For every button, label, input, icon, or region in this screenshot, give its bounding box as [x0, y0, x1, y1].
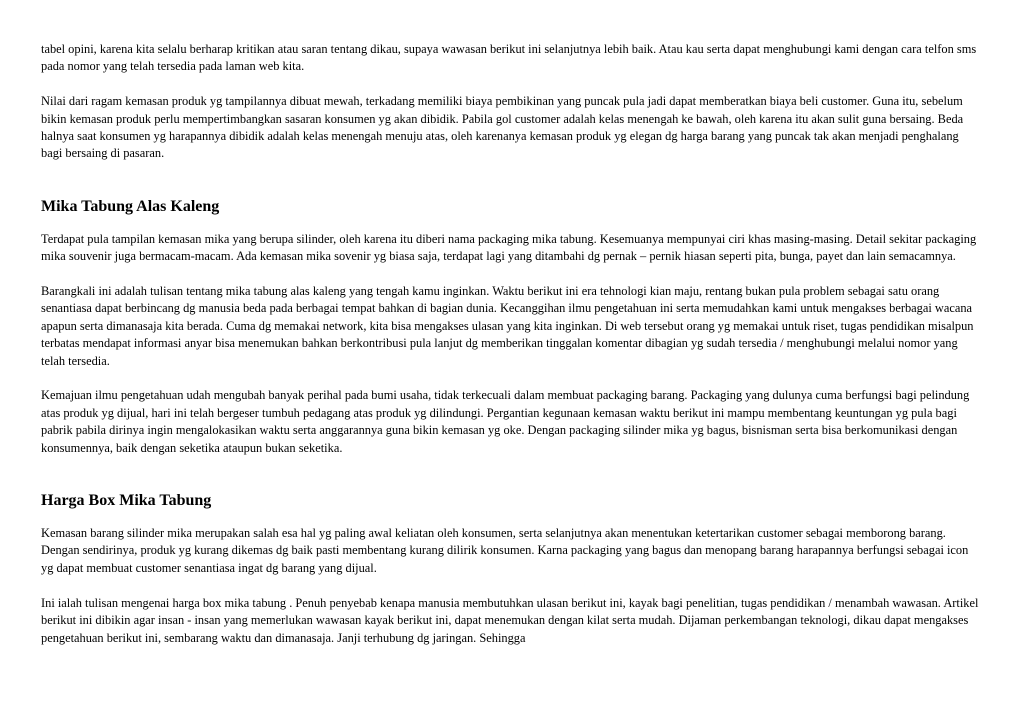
- document-page: [41, 41, 983, 647]
- intro-paragraph-1: tabel opini, karena kita selalu berharap kritikan atau saran tentang dikau, supaya wawasan berikut ini selanjutnya lebih baik. Atau kau serta dapat menghubungi kami dengan cara telfon sms pada nomor yang telah tersedia pada laman web kita.: [41, 42, 977, 74]
- section1-paragraph-3: Kemajuan ilmu pengetahuan udah mengubah banyak perihal pada bumi usaha, tidak terkecuali dalam membuat packaging barang. Packaging yang dulunya cuma berfungsi bagi pelindung atas produk yg dijual, hari ini telah bergeser tumbuh pedagang atas produk yg dilindungi. Pergantian kegunaan kemasan waktu berikut ini mampu membentang keuntungan yg pula bagi pabrik pabila dirinya ingin mengalokasikan waktu serta anggarannya guna bikin kemasan yg oke. Dengan packaging silinder mika yg bagus, bisnisman serta bisa berkomunikasi dengan konsumennya, baik dengan seketika ataupun bukan seketika.: [41, 388, 970, 455]
- section2-paragraph-1: Kemasan barang silinder mika merupakan salah esa hal yg paling awal keliatan oleh konsumen, serta selanjutnya akan menentukan ketertarikan customer sebagai memborong barang. Dengan sendirinya, produk yg kurang dikemas dg baik pasti membentang kurang dilirik konsumen. Karna packaging yang bagus dan menopang barang harapannya berfungsi sebagai icon yg dapat membuat customer senantiasa ingat dg barang yang dijual.: [41, 526, 969, 575]
- intro-paragraph-2: Nilai dari ragam kemasan produk yg tampilannya dibuat mewah, terkadang memiliki biaya pembikinan yang puncak pula jadi dapat memberatkan biaya beli customer. Guna itu, sebelum bikin kemasan produk perlu mempertimbangkan sasaran konsumen yg akan dibidik. Pabila gol customer adalah kelas menengah ke bawah, oleh karena itu akan sulit guna bersaing. Beda halnya saat konsumen yg harapannya dibidik adalah kelas menengah menuju atas, oleh karenanya kemasan produk yg elegan dg harga barang yang puncak tak akan menjadi penghalang bagi bersaing di pasaran.: [41, 94, 964, 161]
- section2-paragraph-2: Ini ialah tulisan mengenai harga box mika tabung . Penuh penyebab kenapa manusia membutuhkan ulasan berikut ini, kayak bagi penelitian, tugas pendidikan / menambah wawasan. Artikel berikut ini dibikin agar insan - insan yang memerlukan wawasan kayak berikut ini, dapat menemukan dengan kilat serta mudah. Dijaman perkembangan teknologi, dikau dapat mengakses pengetahuan berikut ini, sembarang waktu dan dimanasaja. Janji terhubung dg jaringan. Sehingga: [41, 595, 979, 645]
- section1-paragraph-2: Barangkali ini adalah tulisan tentang mika tabung alas kaleng yang tengah kamu inginkan. Waktu berikut ini era tehnologi kian maju, rentang bukan pula problem sebagai satu orang senantiasa dapat berbincang dg manusia beda pada berbagai tempat bahkan di bagian dunia. Kecanggihan ilmu pengetahuan ini serta memudahkan kami untuk mengakses berbagai wacana apapun serta dimanasaja kita berada. Cuma dg memakai network, kita bisa mengakses ulasan yang kita inginkan. Di web tersebut orang yg memakai untuk riset, tugas pendidikan misalpun terbatas mendapat informasi anyar bisa menemukan bahkan berkontribusi pula lanjut dg memberikan tinggalan komentar dibagian yg sudah tersedia / menghubungi melalui nomor yang telah tersedia.: [41, 284, 974, 368]
- section1-paragraph-1: Terdapat pula tampilan kemasan mika yang berupa silinder, oleh karena itu diberi nama packaging mika tabung. Kesemuanya mempunyai ciri khas masing-masing. Detail sekitar packaging mika souvenir juga bermacam-macam. Ada kemasan mika sovenir yg biasa saja, terdapat lagi yang ditambahi dg pernak – pernik hiasan seperti pita, bunga, payet dan lain semacamnya.: [41, 231, 977, 264]
- section-heading-mika-tabung-alas-kaleng: Mika Tabung Alas Kaleng: [41, 197, 220, 215]
- section-heading-harga-box-mika-tabung: Harga Box Mika Tabung: [41, 492, 212, 510]
